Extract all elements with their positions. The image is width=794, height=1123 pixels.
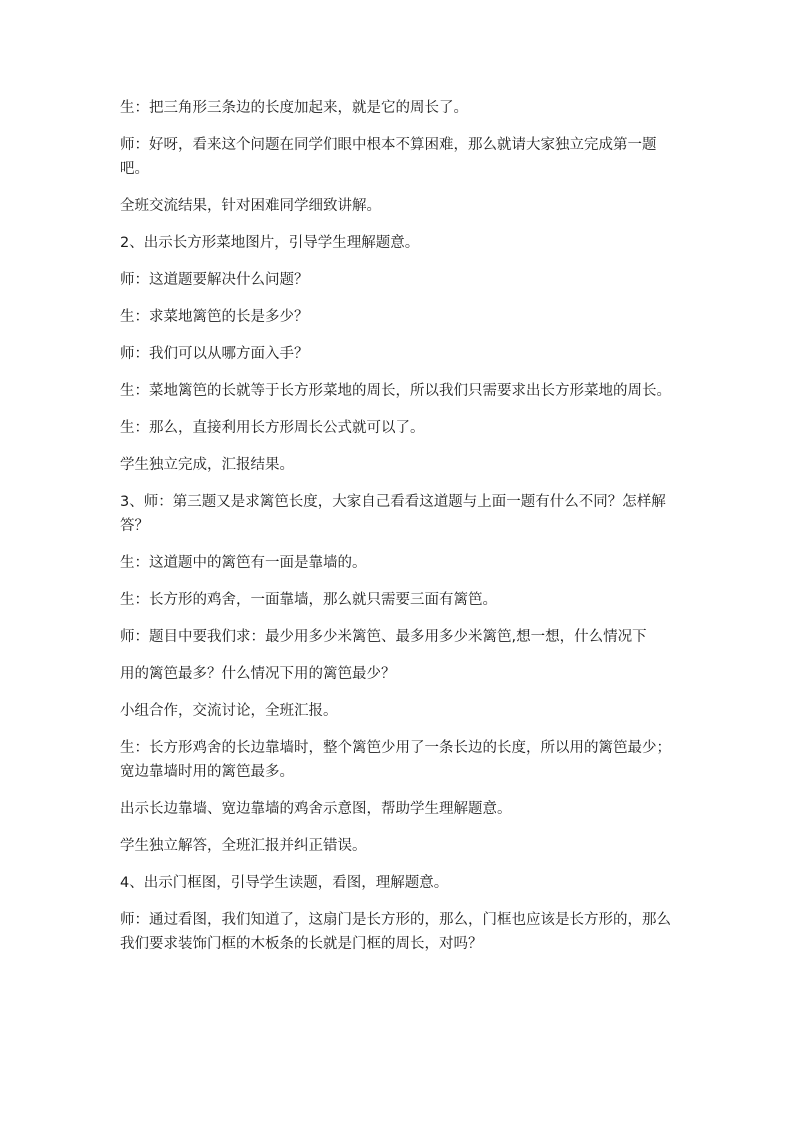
paragraph-2: 师：好呀，看来这个问题在同学们眼中根本不算困难，那么就请大家独立完成第一题吧。 [120,137,657,177]
paragraph-6: 生：求菜地篱笆的长是多少？ [120,309,309,325]
paragraph-15: 用的篱笆最多？什么情况下用的篱笆最少？ [120,666,396,682]
paragraph-1: 生：把三角形三条边的长度加起来，就是它的周长了。 [120,100,468,116]
paragraph-20: 4、出示门框图，引导学生读题，看图，理解题意。 [120,875,449,891]
paragraph-4: 2、出示长方形菜地图片，引导学生理解题意。 [120,235,420,251]
paragraph-11: 3、师：第三题又是求篱笆长度，大家自己看看这道题与上面一题有什么不同？怎样解答？ [120,494,666,534]
paragraph-19: 学生独立解答，全班汇报并纠正错误。 [120,838,367,854]
paragraph-16: 小组合作，交流讨论，全班汇报。 [120,703,338,719]
paragraph-17: 生：长方形鸡舍的长边靠墙时，整个篱笆少用了一条长边的长度，所以用的篱笆最少；宽边靠墙时用的篱笆最多。 [120,740,671,780]
paragraph-12: 生：这道题中的篱笆有一面是靠墙的。 [120,555,367,571]
paragraph-3: 全班交流结果，针对困难同学细致讲解。 [120,198,381,214]
paragraph-14: 师：题目中要我们求：最少用多少米篱笆、最多用多少米篱笆,想一想，什么情况下 [120,629,647,645]
document-body [120,96,678,969]
paragraph-8: 生：菜地篱笆的长就等于长方形菜地的周长，所以我们只需要求出长方形菜地的周长。 [120,383,671,399]
paragraph-5: 师：这道题要解决什么问题？ [120,272,309,288]
paragraph-10: 学生独立完成，汇报结果。 [120,457,294,473]
paragraph-18: 出示长边靠墙、宽边靠墙的鸡舍示意图，帮助学生理解题意。 [120,801,512,817]
paragraph-13: 生：长方形的鸡舍，一面靠墙，那么就只需要三面有篱笆。 [120,592,497,608]
paragraph-21: 师：通过看图，我们知道了，这扇门是长方形的，那么，门框也应该是长方形的，那么我们要求装饰门框的木板条的长就是门框的周长，对吗？ [120,912,671,952]
paragraph-7: 师：我们可以从哪方面入手？ [120,346,309,362]
paragraph-9: 生：那么，直接利用长方形周长公式就可以了。 [120,420,425,436]
